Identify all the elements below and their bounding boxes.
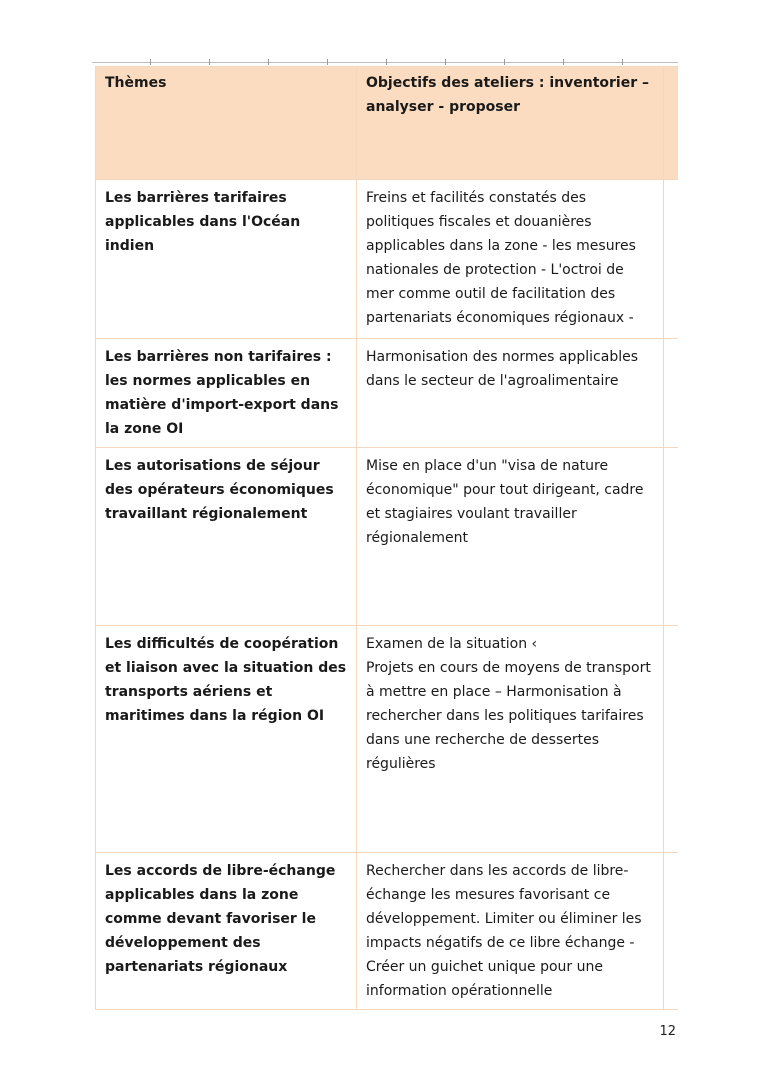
row-objectives: Mise en place d'un "visa de nature économique" pour tout dirigeant, cadre et stagiaires voulant travailler régionalement bbox=[357, 448, 664, 626]
row-theme: Les barrières tarifaires applicables dans l'Océan indien bbox=[96, 180, 357, 339]
workshop-themes-table bbox=[95, 66, 678, 1010]
header-objectives: Objectifs des ateliers : inventorier – analyser - proposer bbox=[357, 67, 664, 180]
row-objectives: Rechercher dans les accords de libre-échange les mesures favorisant ce développement. Limiter ou éliminer les impacts négatifs de ce libre échange - Créer un guichet unique pour une information opérationnelle bbox=[357, 853, 664, 1010]
edge-cell bbox=[664, 626, 678, 853]
ruler-tick bbox=[386, 59, 387, 65]
table-row bbox=[96, 448, 678, 626]
table-row bbox=[96, 853, 678, 1010]
ruler-tick bbox=[445, 59, 446, 65]
table-header-row bbox=[96, 67, 678, 180]
row-objectives: Freins et facilités constatés des politiques fiscales et douanières applicables dans la zone - les mesures nationales de protection - L'octroi de mer comme outil de facilitation des partenariats économiques régionaux - bbox=[357, 180, 664, 339]
row-theme: Les difficultés de coopération et liaison avec la situation des transports aériens et maritimes dans la région OI bbox=[96, 626, 357, 853]
ruler-tick bbox=[209, 59, 210, 65]
table-row bbox=[96, 339, 678, 448]
row-theme: Les accords de libre-échange applicables dans la zone comme devant favoriser le développement des partenariats régionaux bbox=[96, 853, 357, 1010]
row-theme: Les barrières non tarifaires : les normes applicables en matière d'import-export dans la zone OI bbox=[96, 339, 357, 448]
row-objectives: Projets en cours de moyens de transport à mettre en place – Harmonisation à rechercher dans les politiques tarifaires dans une recherche de dessertes régulières bbox=[366, 660, 651, 772]
ruler-tick bbox=[150, 59, 151, 65]
edge-cell bbox=[664, 853, 678, 1010]
row-theme: Les autorisations de séjour des opérateurs économiques travaillant régionalement bbox=[96, 448, 357, 626]
ruler-tick bbox=[327, 59, 328, 65]
table-row bbox=[96, 626, 678, 853]
ruler-tick bbox=[268, 59, 269, 65]
ruler-tick bbox=[563, 59, 564, 65]
ruler-tick bbox=[622, 59, 623, 65]
header-edge-cell bbox=[664, 67, 678, 180]
row-objectives-line1: Examen de la situation ‹ bbox=[366, 636, 538, 652]
edge-cell bbox=[664, 448, 678, 626]
table-row bbox=[96, 180, 678, 339]
edge-cell bbox=[664, 339, 678, 448]
header-theme: Thèmes bbox=[96, 67, 357, 180]
ruler-tick bbox=[504, 59, 505, 65]
edge-cell bbox=[664, 180, 678, 339]
row-objectives-cell bbox=[357, 626, 664, 853]
row-objectives: Harmonisation des normes applicables dans le secteur de l'agroalimentaire bbox=[357, 339, 664, 448]
page-number: 12 bbox=[659, 1024, 676, 1039]
